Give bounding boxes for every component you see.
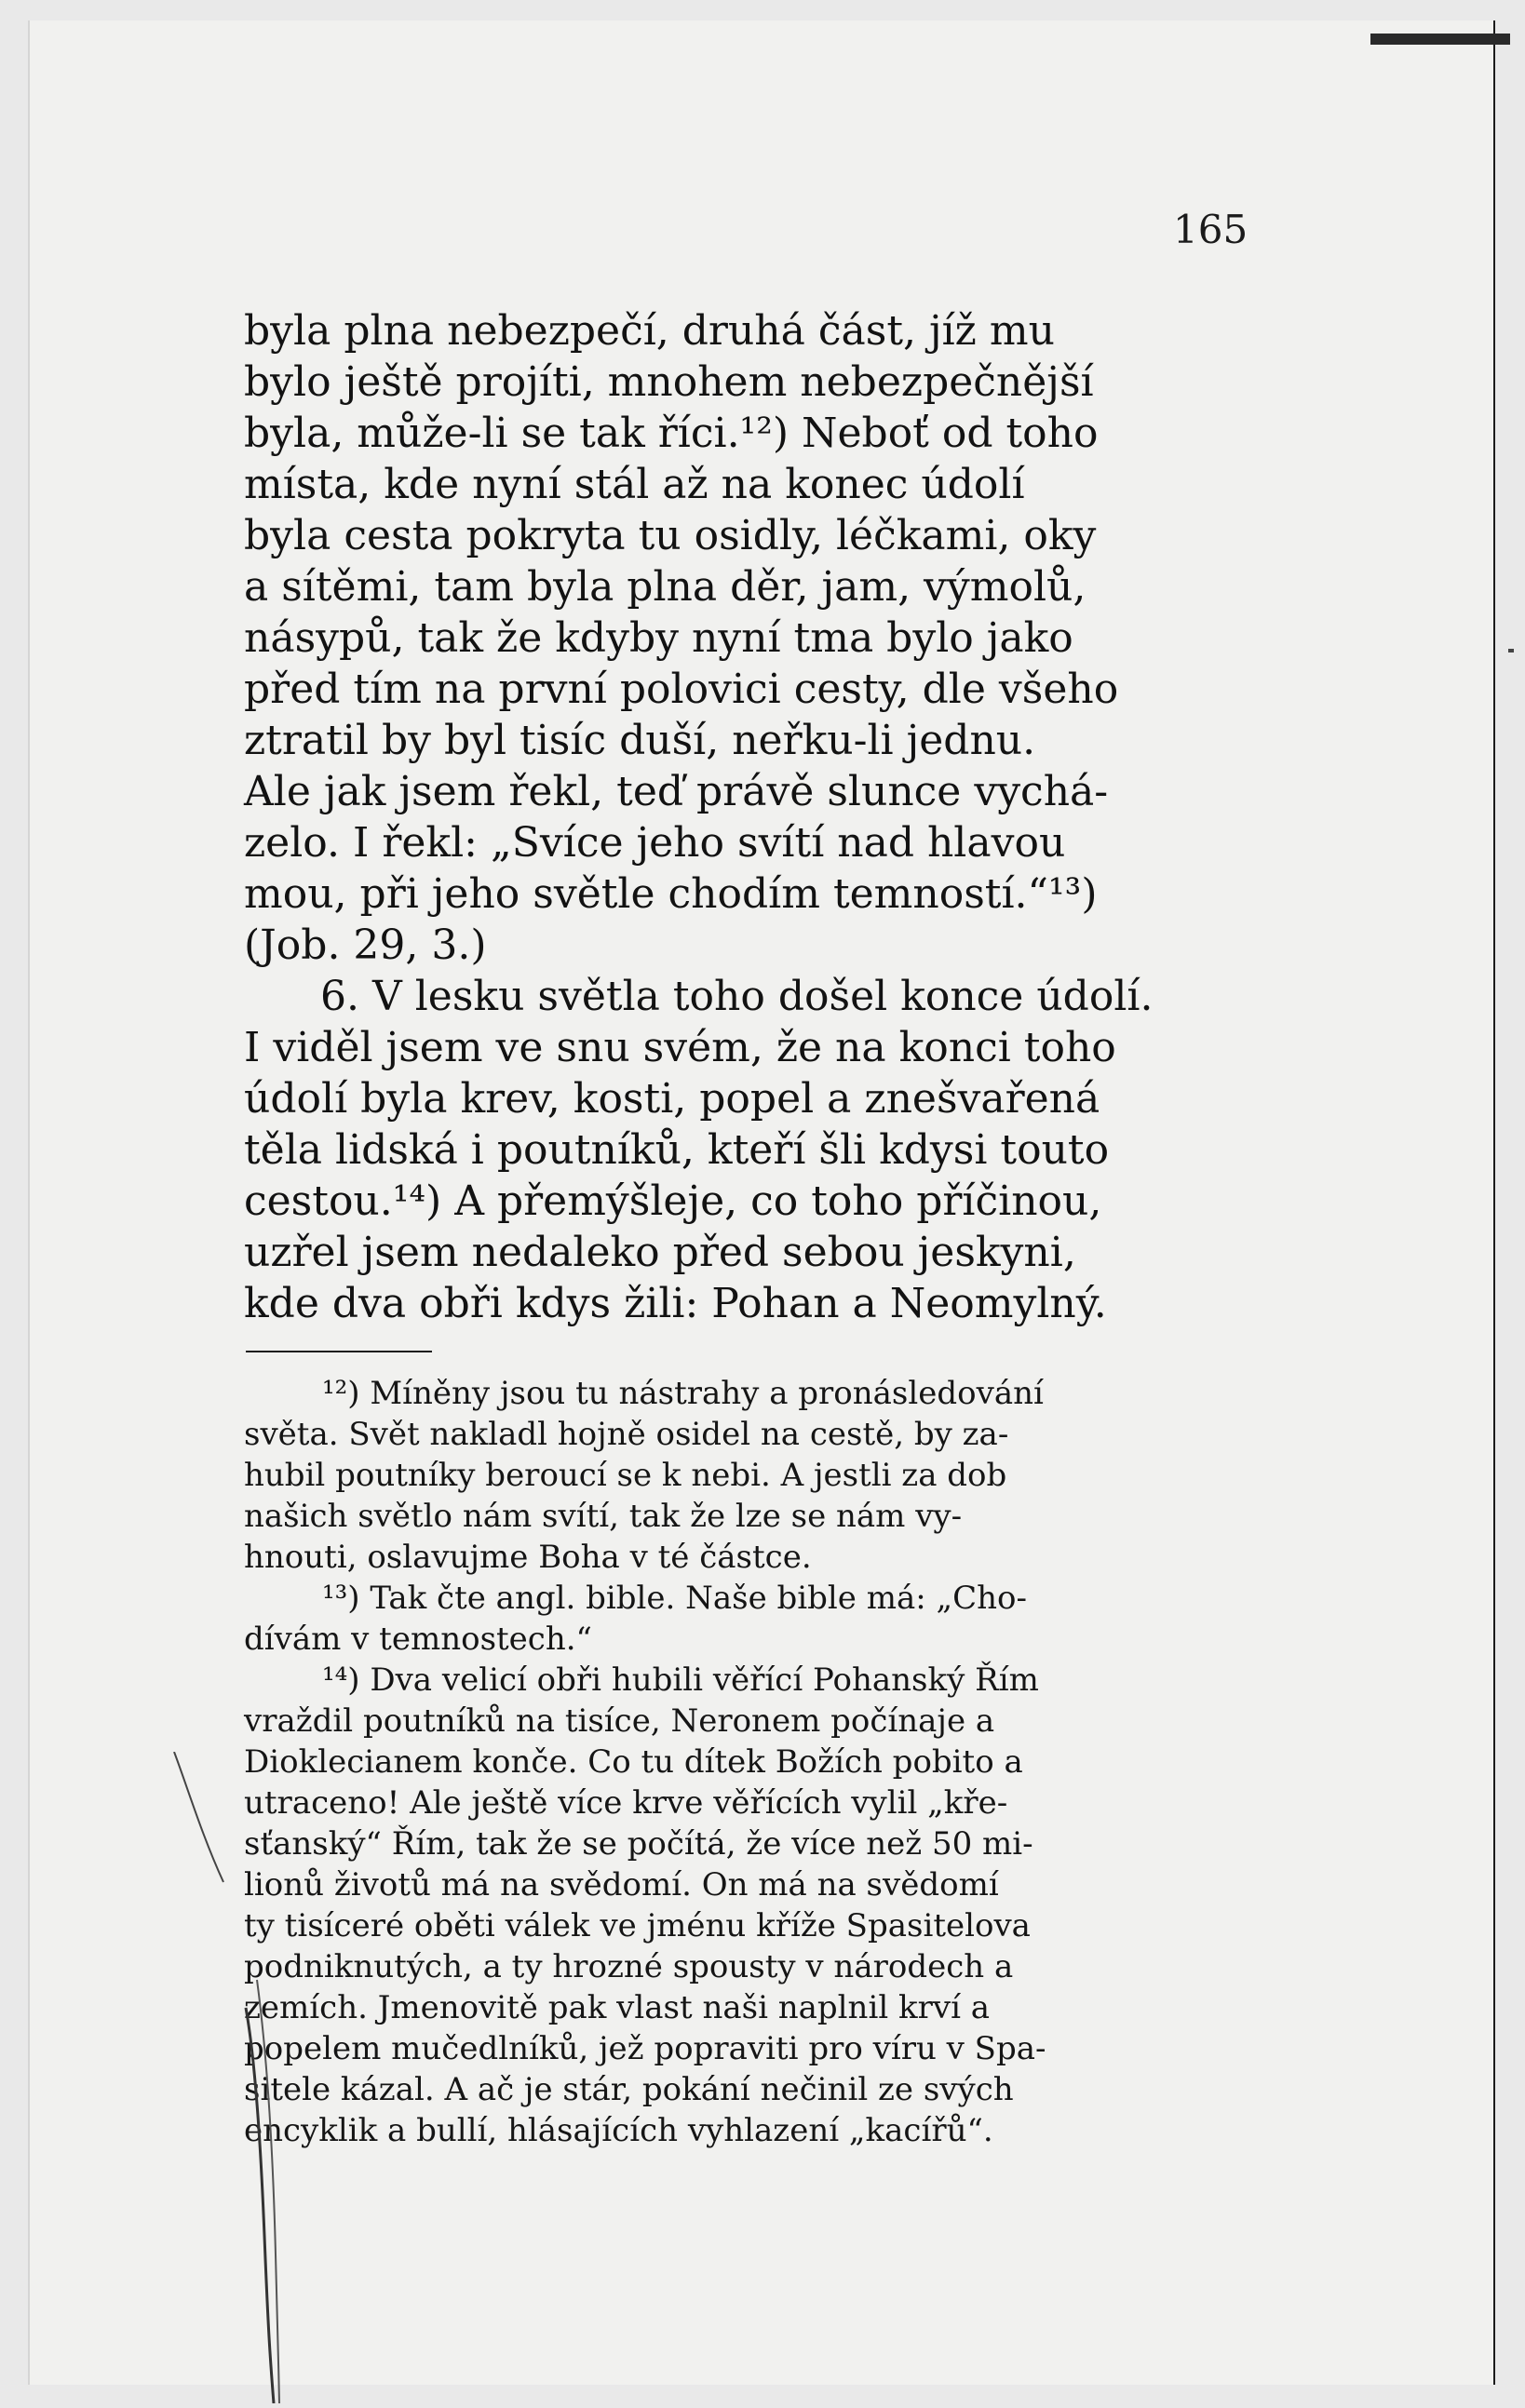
footnote-line: ty tisíceré oběti válek ve jménu kříže Spasitelova [244, 1907, 1031, 1944]
margin-dot [1508, 649, 1514, 652]
footnote-line: ¹²) Míněny jsou tu nástrahy a pronásledování [322, 1375, 1044, 1412]
main-line: byla, může-li se tak říci.¹²) Neboť od toho [244, 410, 1099, 457]
main-line: údolí byla krev, kosti, popel a znešvařená [244, 1075, 1100, 1123]
footnote-line: utraceno! Ale ještě více krve věřících vylil „kře- [244, 1784, 1008, 1822]
main-line: násypů, tak že kdyby nyní tma bylo jako [244, 614, 1073, 662]
main-text-block [244, 305, 1261, 1329]
main-line: ztratil by byl tisíc duší, neřku-li jednu. [244, 717, 1036, 764]
main-line: místa, kde nyní stál až na konec údolí [244, 461, 1025, 508]
footnote-line: ¹³) Tak čte angl. bible. Naše bible má: „Cho- [322, 1580, 1027, 1617]
main-line: byla plna nebezpečí, druhá část, jíž mu [244, 307, 1055, 355]
main-line: (Job. 29, 3.) [244, 921, 487, 969]
footnote-line: encyklik a bullí, hlásajících vyhlazení „kacířů“. [244, 2112, 993, 2149]
main-line: byla cesta pokryta tu osidly, léčkami, oky [244, 512, 1097, 559]
footnote-line: vraždil poutníků na tisíce, Neronem počínaje a [244, 1702, 995, 1740]
footnote-line: ¹⁴) Dva velicí obři hubili věřící Pohanský Řím [322, 1661, 1039, 1699]
main-line: I viděl jsem ve snu svém, že na konci toho [244, 1024, 1116, 1071]
page-number: 165 [1173, 207, 1248, 252]
main-line: kde dva obři kdys žili: Pohan a Neomylný. [244, 1280, 1107, 1327]
footnote-line: dívám v temnostech.“ [244, 1621, 592, 1658]
main-line: uzřel jsem nedaleko před sebou jeskyni, [244, 1229, 1076, 1276]
main-line: mou, při jeho světle chodím temností.“¹³) [244, 870, 1098, 918]
book-page [28, 20, 1495, 2385]
footnote-line: hnouti, oslavujme Boha v té částce. [244, 1539, 812, 1576]
main-line: těla lidská i poutníků, kteří šli kdysi touto [244, 1126, 1110, 1174]
main-line: 6. V lesku světla toho došel konce údolí. [320, 973, 1154, 1020]
main-line: bylo ještě projíti, mnohem nebezpečnější [244, 358, 1094, 406]
main-line: před tím na první polovici cesty, dle všeho [244, 666, 1119, 713]
main-line: zelo. I řekl: „Svíce jeho svítí nad hlavou [244, 819, 1066, 867]
footnote-line: sitele kázal. A ač je stár, pokání nečinil ze svých [244, 2071, 1014, 2108]
footnote-line: Dioklecianem konče. Co tu dítek Božích pobito a [244, 1743, 1023, 1781]
main-line: cestou.¹⁴) A přemýšleje, co toho příčinou, [244, 1177, 1102, 1225]
footnote-separator [246, 1351, 432, 1352]
footnotes-block [244, 1373, 1261, 2151]
footnote-line: sťanský“ Řím, tak že se počítá, že více než 50 mi- [244, 1825, 1033, 1863]
main-line: Ale jak jsem řekl, teď právě slunce vychá- [244, 768, 1109, 815]
top-edge-mark [1370, 34, 1510, 45]
footnote-line: hubil poutníky beroucí se k nebi. A jestli za dob [244, 1457, 1007, 1494]
footnote-line: popelem mučedlníků, jež popraviti pro víru v Spa- [244, 2030, 1046, 2067]
footnote-line: podniknutých, a ty hrozné spousty v národech a [244, 1948, 1014, 1985]
footnote-line: našich světlo nám svítí, tak že lze se nám vy- [244, 1498, 963, 1535]
footnote-line: světa. Svět nakladl hojně osidel na cestě, by za- [244, 1416, 1009, 1453]
footnote-line: lionů životů má na svědomí. On má na svědomí [244, 1866, 999, 1904]
footnote-line: zemích. Jmenovitě pak vlast naši naplnil krví a [244, 1989, 991, 2026]
margin-pencil-marks [169, 1752, 281, 2403]
main-line: a sítěmi, tam byla plna děr, jam, výmolů, [244, 563, 1086, 611]
